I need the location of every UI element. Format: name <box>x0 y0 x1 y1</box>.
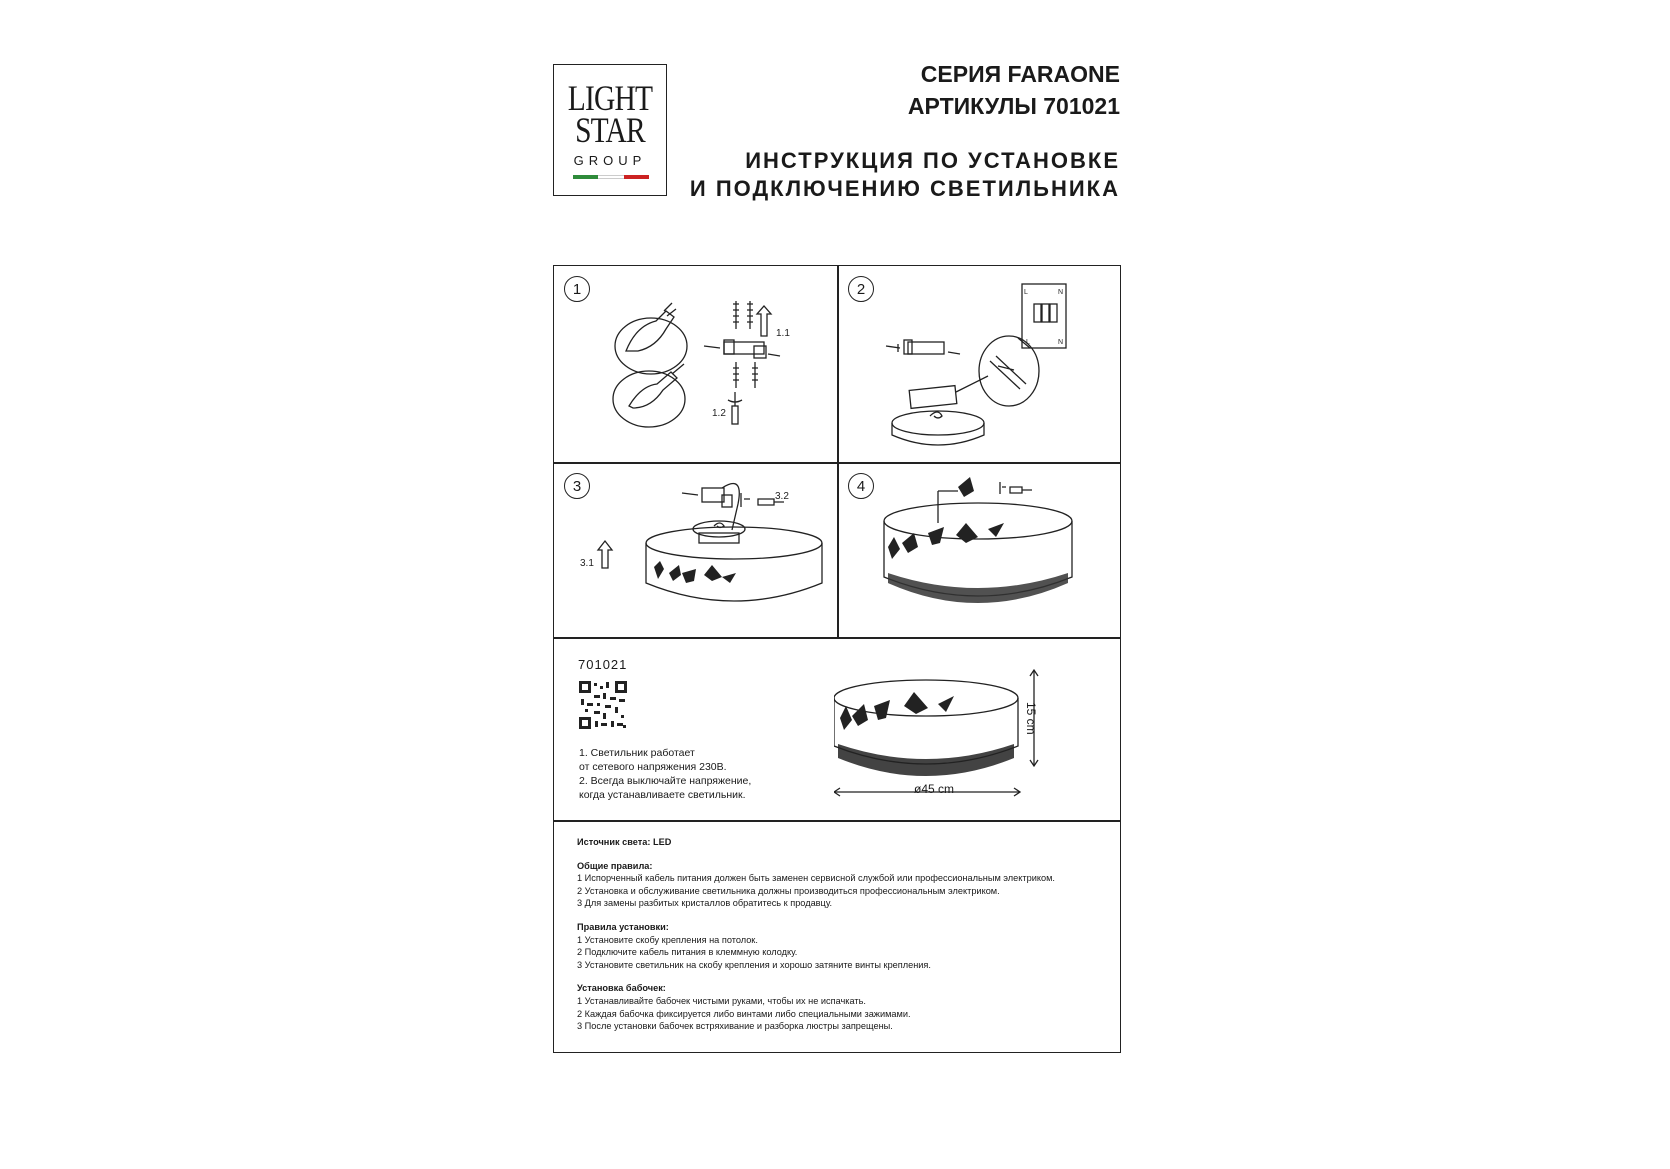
label-3-1: 3.1 <box>580 558 594 569</box>
list-item: 3 После установки бабочек встряхивание и разборка люстры запрещены. <box>577 1021 893 1032</box>
step-3-panel <box>554 463 837 637</box>
note-line: 1. Светильник работает <box>579 747 695 759</box>
step-1-illustration <box>554 266 837 462</box>
terminal-label-l-bottom: L <box>1026 339 1030 346</box>
height-label: 15 cm <box>1024 702 1038 735</box>
step-number-4: 4 <box>848 473 874 499</box>
title-line-1: ИНСТРУКЦИЯ ПО УСТАНОВКЕ <box>745 148 1120 173</box>
light-source-label: Источник света: <box>577 837 651 847</box>
terminal-label-l-top: L <box>1024 289 1028 296</box>
title-line-2: И ПОДКЛЮЧЕНИЮ СВЕТИЛЬНИКА <box>689 176 1120 201</box>
step-2-panel <box>838 266 1121 462</box>
butterfly-rules-title: Установка бабочек: <box>577 983 666 994</box>
step-number-2: 2 <box>848 276 874 302</box>
product-dimension-drawing <box>834 658 1114 808</box>
list-item: 3 Для замены разбитых кристаллов обратитесь к продавцу. <box>577 898 833 909</box>
italian-flag-stripe <box>573 175 649 179</box>
series-header <box>908 58 1120 122</box>
label-1-1: 1.1 <box>776 328 790 339</box>
light-source-value: LED <box>653 837 672 847</box>
brand-logo <box>553 64 667 196</box>
list-item: 1 Испорченный кабель питания должен быть заменен сервисной службой или профессиональным электриком. <box>577 873 1055 884</box>
product-info-panel <box>554 638 1120 820</box>
logo-line-star: STAR <box>575 110 645 150</box>
step-4-illustration <box>838 463 1121 637</box>
light-source-line <box>577 836 1107 849</box>
series-name: СЕРИЯ FARAONE <box>920 61 1120 87</box>
terminal-label-n-top: N <box>1058 289 1064 296</box>
articles-line: АРТИКУЛЫ 701021 <box>907 93 1120 119</box>
logo-line-light: LIGHT <box>567 78 653 118</box>
list-item: 1 Устанавливайте бабочек чистыми руками, чтобы их не испачкать. <box>577 995 866 1006</box>
list-item: 2 Подключите кабель питания в клеммную колодку. <box>577 947 798 958</box>
diameter-label: ø45 cm <box>914 782 955 796</box>
instruction-frame <box>553 265 1121 1053</box>
terminal-label-n-bottom: N <box>1058 339 1064 346</box>
rules-section <box>577 836 1107 1033</box>
general-rules-title: Общие правила: <box>577 860 653 871</box>
label-3-2: 3.2 <box>775 491 789 502</box>
grid-divider-row3 <box>554 820 1120 822</box>
step-number-3: 3 <box>564 473 590 499</box>
list-item: 1 Установите скобу крепления на потолок. <box>577 934 758 945</box>
step-number-1: 1 <box>564 276 590 302</box>
logo-line-group: GROUP <box>573 153 647 168</box>
step-1-panel <box>554 266 837 462</box>
list-item: 3 Установите светильник на скобу крепления и хорошо затяните винты крепления. <box>577 959 931 970</box>
label-1-2: 1.2 <box>712 408 726 419</box>
product-notes <box>579 746 751 802</box>
note-line: 2. Всегда выключайте напряжение, <box>579 775 752 787</box>
qr-code <box>579 681 627 729</box>
step-4-panel <box>838 463 1121 637</box>
note-line: когда устанавливаете светильник. <box>579 789 746 801</box>
step-3-illustration <box>554 463 837 637</box>
installation-rules-title: Правила установки: <box>577 921 669 932</box>
document-title <box>690 147 1120 203</box>
list-item: 2 Каждая бабочка фиксируется либо винтами либо специальными зажимами. <box>577 1008 911 1019</box>
step-2-illustration <box>838 266 1121 462</box>
product-article: 701021 <box>578 657 628 672</box>
note-line: от сетевого напряжения 230В. <box>579 761 727 773</box>
list-item: 2 Установка и обслуживание светильника должны производиться профессиональным электриком. <box>577 885 1000 896</box>
